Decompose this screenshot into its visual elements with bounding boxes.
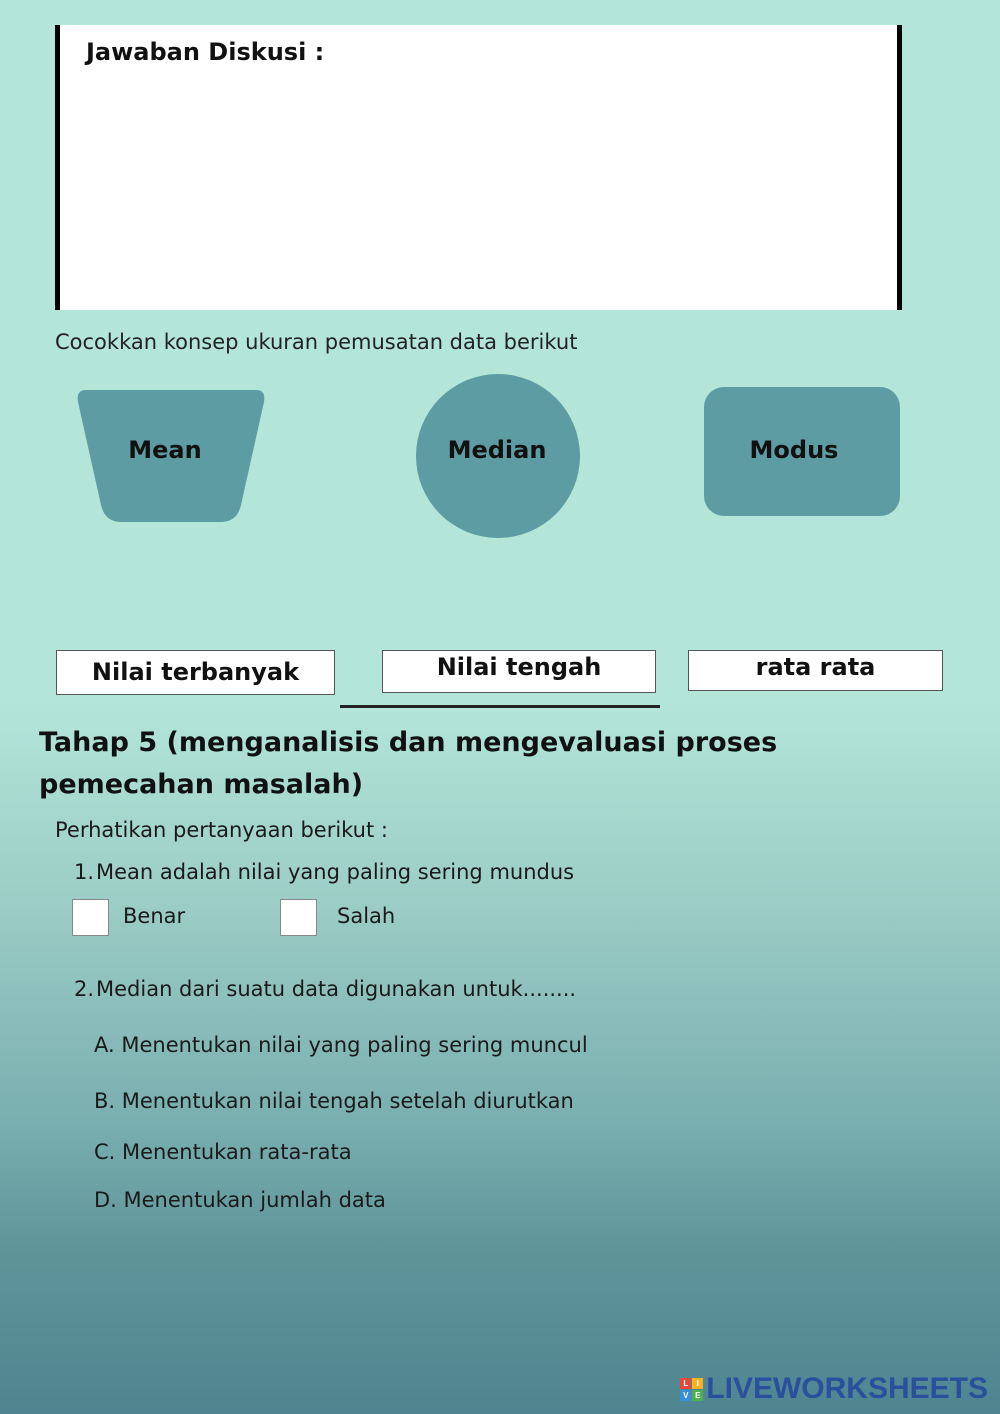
answer-box-title: Jawaban Diskusi : bbox=[86, 38, 325, 66]
question-1 bbox=[74, 860, 574, 884]
divider-line bbox=[340, 705, 660, 708]
answer-box-nilai-tengah[interactable]: Nilai tengah bbox=[382, 650, 656, 693]
answer-box-rata-rata[interactable]: rata rata bbox=[688, 650, 943, 691]
option-a[interactable]: A. Menentukan nilai yang paling sering muncul bbox=[94, 1033, 588, 1057]
choice-salah-label: Salah bbox=[337, 904, 396, 928]
modus-label: Modus bbox=[749, 435, 839, 464]
modus-shape[interactable] bbox=[704, 387, 900, 516]
question-1-number: 1. bbox=[74, 860, 95, 884]
logo-letter: L bbox=[680, 1378, 691, 1389]
logo-mark-icon bbox=[680, 1378, 703, 1401]
logo-letter: E bbox=[692, 1390, 703, 1401]
option-b[interactable]: B. Menentukan nilai tengah setelah diurutkan bbox=[94, 1089, 574, 1113]
question-2 bbox=[74, 977, 576, 1001]
checkbox-salah[interactable] bbox=[280, 899, 317, 936]
liveworksheets-logo bbox=[680, 1372, 988, 1406]
mean-label: Mean bbox=[128, 436, 202, 464]
logo-letter: V bbox=[680, 1390, 691, 1401]
question-1-text: Mean adalah nilai yang paling sering mundus bbox=[96, 860, 575, 884]
mean-shape[interactable] bbox=[76, 390, 266, 522]
option-c[interactable]: C. Menentukan rata-rata bbox=[94, 1140, 352, 1164]
discussion-answer-box[interactable] bbox=[55, 25, 902, 310]
section-title: Tahap 5 (menganalisis dan mengevaluasi proses pemecahan masalah) bbox=[39, 727, 778, 800]
checkbox-benar[interactable] bbox=[72, 899, 109, 936]
median-shape[interactable] bbox=[416, 374, 580, 538]
logo-brand-text: LIVEWORKSHEETS bbox=[706, 1372, 988, 1405]
option-d[interactable]: D. Menentukan jumlah data bbox=[94, 1188, 386, 1212]
question-2-number: 2. bbox=[74, 977, 95, 1001]
median-label: Median bbox=[447, 436, 547, 464]
section-prompt: Perhatikan pertanyaan berikut : bbox=[55, 818, 388, 842]
question-2-text: Median dari suatu data digunakan untuk........ bbox=[96, 977, 577, 1001]
logo-letter: I bbox=[692, 1378, 703, 1389]
choice-benar-label: Benar bbox=[123, 904, 186, 928]
answer-box-nilai-terbanyak[interactable]: Nilai terbanyak bbox=[56, 650, 335, 695]
matching-instruction: Cocokkan konsep ukuran pemusatan data berikut bbox=[55, 330, 578, 354]
